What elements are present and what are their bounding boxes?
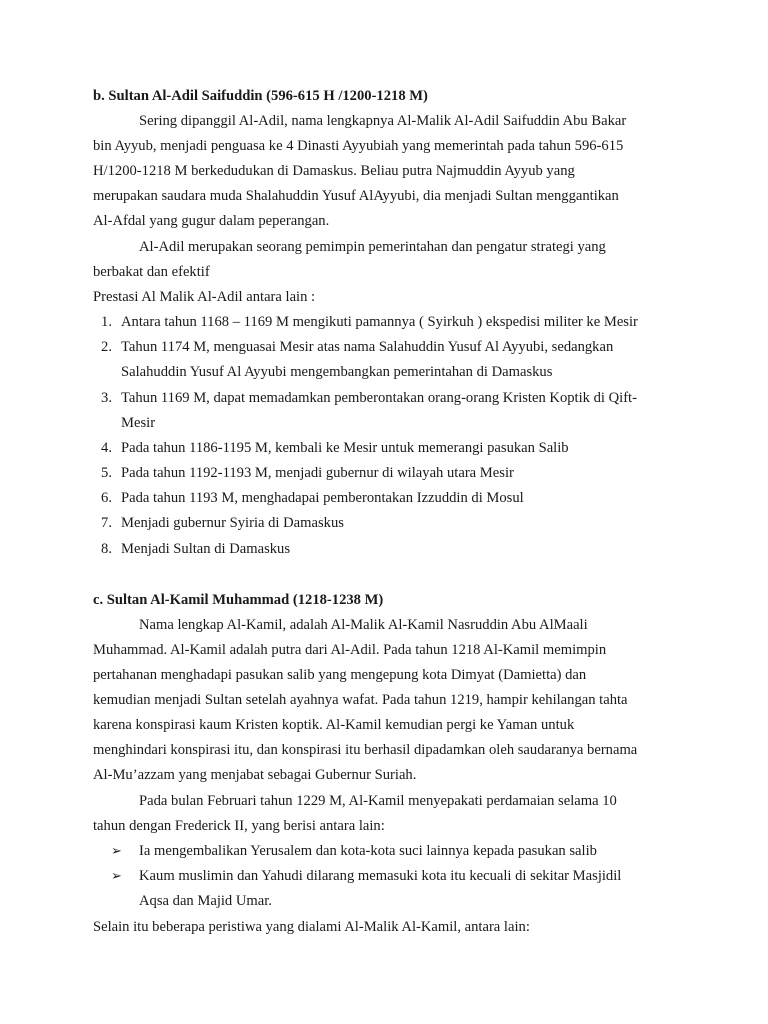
list-text: Pada tahun 1193 M, menghadapai pemberontakan Izzuddin di Mosul [121,490,524,506]
arrow-bullet-icon: ➢ [111,843,122,858]
list-text: Pada tahun 1186-1195 M, kembali ke Mesir untuk memerangi pasukan Salib [121,440,569,456]
list-number: 3. [101,390,112,406]
list-number: 5. [101,465,112,481]
text-line: Pada bulan Februari tahun 1229 M, Al-Kamil menyepakati perdamaian selama 10 [139,793,617,809]
list-text: Antara tahun 1168 – 1169 M mengikuti pamannya ( Syirkuh ) ekspedisi militer ke Mesir [121,314,638,330]
text-line: Nama lengkap Al-Kamil, adalah Al-Malik Al-Kamil Nasruddin Abu AlMaali [139,617,588,633]
list-text: Salahuddin Yusuf Al Ayyubi mengembangkan pemerintahan di Damaskus [121,364,553,380]
list-text: Mesir [121,415,156,431]
text-line: pertahanan menghadapi pasukan salib yang mengepung kota Dimyat (Damietta) dan [93,667,587,683]
text-line: menghindari konspirasi itu, dan konspirasi itu berhasil dipadamkan oleh saudaranya bernama [93,742,638,758]
list-text: Aqsa dan Majid Umar. [139,893,272,909]
list-number: 7. [101,515,112,531]
list-text: Pada tahun 1192-1193 M, menjadi gubernur di wilayah utara Mesir [121,465,514,481]
list-number: 1. [101,314,112,330]
list-text: Menjadi gubernur Syiria di Damaskus [121,515,344,531]
list-number: 8. [101,541,112,557]
list-number: 6. [101,490,112,506]
list-text: Ia mengembalikan Yerusalem dan kota-kota suci lainnya kepada pasukan salib [139,843,597,859]
list-number: 4. [101,440,112,456]
section-c-heading: c. Sultan Al-Kamil Muhammad (1218-1238 M) [93,592,384,608]
text-line: tahun dengan Frederick II, yang berisi antara lain: [93,818,385,834]
section-b-heading: b. Sultan Al-Adil Saifuddin (596-615 H /1200-1218 M) [93,88,428,104]
closing-line: Selain itu beberapa peristiwa yang dialami Al-Malik Al-Kamil, antara lain: [93,919,530,935]
text-line: Sering dipanggil Al-Adil, nama lengkapnya Al-Malik Al-Adil Saifuddin Abu Bakar [139,113,627,129]
text-line: Al-Mu’azzam yang menjabat sebagai Gubernur Suriah. [93,767,417,783]
text-line: berbakat dan efektif [93,264,210,280]
achievements-intro: Prestasi Al Malik Al-Adil antara lain : [93,289,316,305]
text-line: Muhammad. Al-Kamil adalah putra dari Al-Adil. Pada tahun 1218 Al-Kamil memimpin [93,642,607,658]
text-line: Al-Adil merupakan seorang pemimpin pemerintahan dan pengatur strategi yang [139,239,606,255]
list-number: 2. [101,339,112,355]
arrow-bullet-icon: ➢ [111,868,122,883]
list-text: Menjadi Sultan di Damaskus [121,541,291,557]
text-line: merupakan saudara muda Shalahuddin Yusuf AlAyyubi, dia menjadi Sultan menggantikan [93,188,619,204]
text-line: karena konspirasi kaum Kristen koptik. Al-Kamil kemudian pergi ke Yaman untuk [93,717,575,733]
text-line: H/1200-1218 M berkedudukan di Damaskus. Beliau putra Najmuddin Ayyub yang [93,163,575,179]
text-line: kemudian menjadi Sultan setelah ayahnya wafat. Pada tahun 1219, hampir kehilangan tahta [93,692,628,708]
list-text: Tahun 1174 M, menguasai Mesir atas nama Salahuddin Yusuf Al Ayyubi, sedangkan [121,339,614,355]
text-line: bin Ayyub, menjadi penguasa ke 4 Dinasti Ayyubiah yang memerintah pada tahun 596-615 [93,138,624,154]
text-line: Al-Afdal yang gugur dalam peperangan. [93,213,330,229]
list-text: Kaum muslimin dan Yahudi dilarang memasuki kota itu kecuali di sekitar Masjidil [139,868,622,884]
list-text: Tahun 1169 M, dapat memadamkan pemberontakan orang-orang Kristen Koptik di Qift- [121,390,637,406]
